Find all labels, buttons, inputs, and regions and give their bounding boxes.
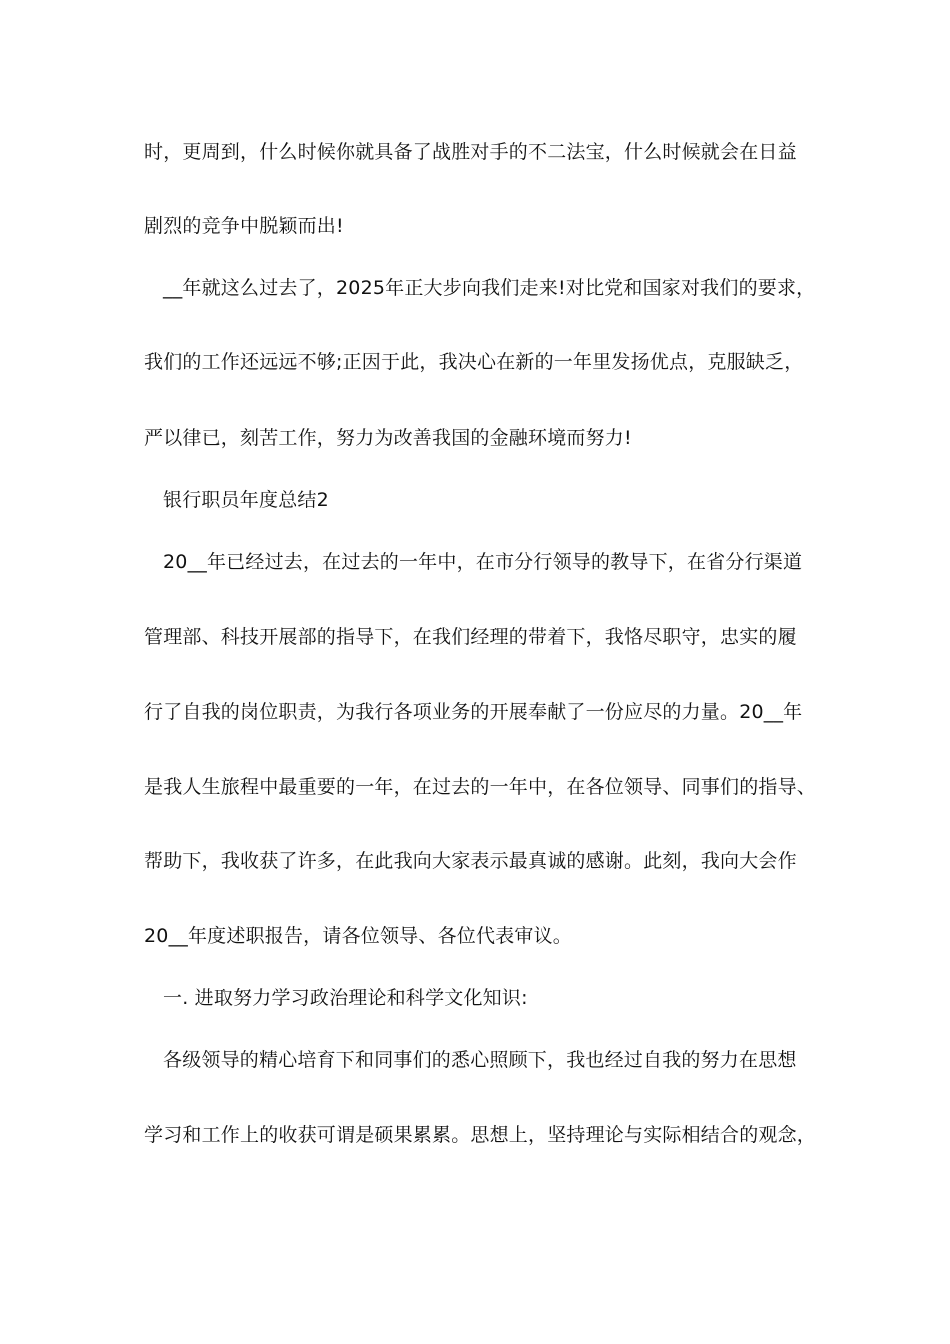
- paragraph-line: 是我人生旅程中最重要的一年，在过去的一年中，在各位领导、同事们的指导、: [144, 776, 817, 798]
- paragraph-line: 时，更周到，什么时候你就具备了战胜对手的不二法宝，什么时候就会在日益: [144, 141, 797, 163]
- paragraph-line: 帮助下，我收获了许多，在此我向大家表示最真诚的感谢。此刻，我向大会作: [144, 850, 797, 872]
- paragraph-line: 我们的工作还远远不够;正因于此，我决心在新的一年里发扬优点，克服缺乏，: [144, 351, 804, 373]
- paragraph-line: __年就这么过去了，2025年正大步向我们走来!对比党和国家对我们的要求，: [163, 277, 816, 299]
- list-heading: 一. 进取努力学习政治理论和科学文化知识:: [163, 987, 528, 1009]
- paragraph-line: 管理部、科技开展部的指导下，在我们经理的带着下，我恪尽职守，忠实的履: [144, 626, 797, 648]
- paragraph-line: 剧烈的竞争中脱颖而出!: [144, 215, 344, 237]
- paragraph-line: 各级领导的精心培育下和同事们的悉心照顾下，我也经过自我的努力在思想: [163, 1049, 797, 1071]
- paragraph-line: 严以律已，刻苦工作，努力为改善我国的金融环境而努力!: [144, 427, 632, 449]
- paragraph-line: 20__年已经过去，在过去的一年中，在市分行领导的教导下，在省分行渠道: [163, 551, 803, 573]
- paragraph-line: 行了自我的岗位职责，为我行各项业务的开展奉献了一份应尽的力量。20__年: [144, 701, 803, 723]
- paragraph-line: 学习和工作上的收获可谓是硕果累累。思想上，坚持理论与实际相结合的观念，: [144, 1124, 817, 1146]
- section-heading: 银行职员年度总结2: [163, 489, 329, 511]
- paragraph-line: 20__年度述职报告，请各位领导、各位代表审议。: [144, 925, 572, 947]
